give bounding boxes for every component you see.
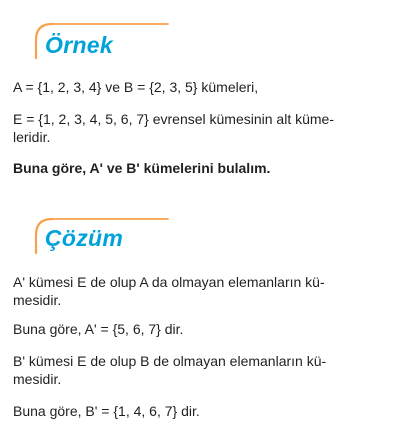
example-line-3: leridir.: [13, 129, 51, 145]
solution-header: [0, 211, 418, 261]
example-line-2: E = {1, 2, 3, 4, 5, 6, 7} evrensel kümesinin alt küme-: [13, 111, 335, 127]
solution-line-2: mesidir.: [13, 292, 62, 308]
example-title: Örnek: [45, 32, 113, 58]
solution-line-1: A' kümesi E de olup A da olmayan elemanların kü-: [13, 274, 325, 290]
solution-line-4: B' kümesi E de olup B de olmayan elemanların kü-: [13, 353, 327, 369]
solution-title: Çözüm: [45, 225, 124, 251]
solution-line-3: Buna göre, A' = {5, 6, 7} dir.: [13, 321, 184, 337]
example-header: [0, 14, 418, 64]
example-line-1: A = {1, 2, 3, 4} ve B = {2, 3, 5} kümeleri,: [13, 79, 259, 95]
solution-line-5: mesidir.: [13, 371, 62, 387]
example-question: Buna göre, A' ve B' kümelerini bulalım.: [13, 160, 271, 176]
solution-line-6: Buna göre, B' = {1, 4, 6, 7} dir.: [13, 403, 200, 419]
